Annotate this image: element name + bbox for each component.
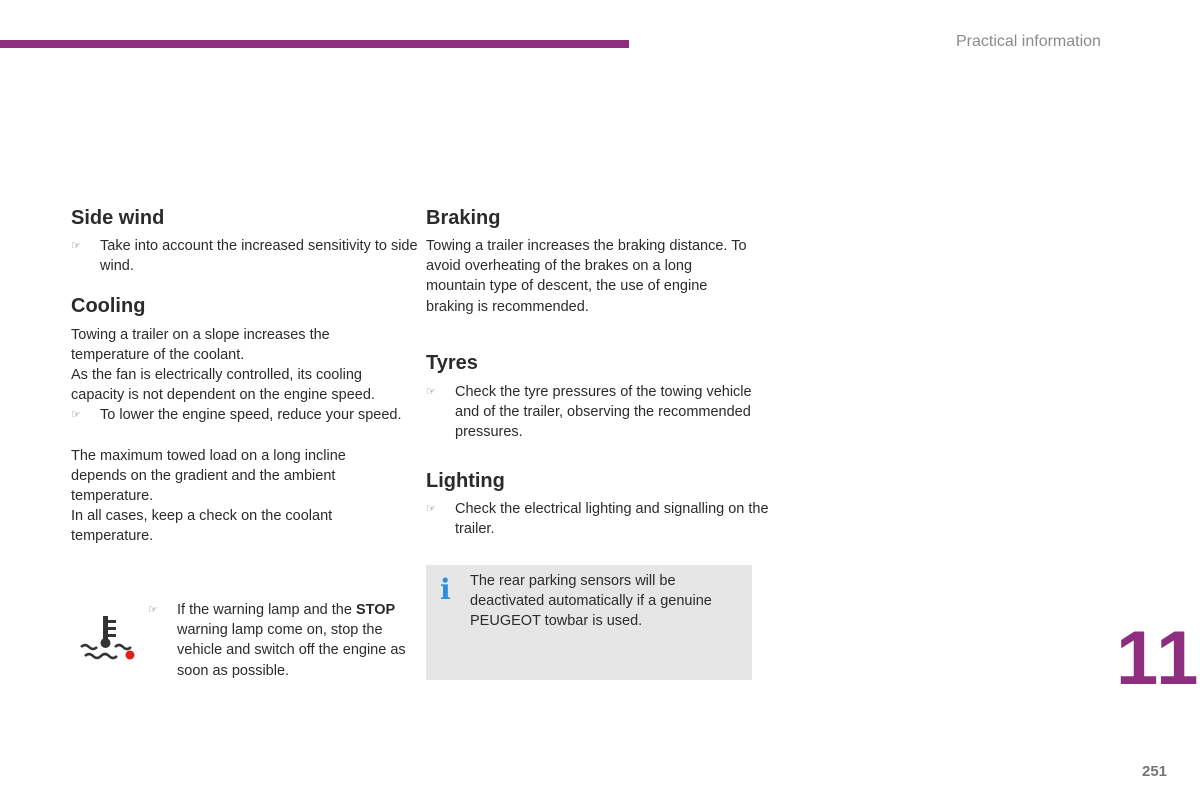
pointing-hand-icon: ☞: [71, 240, 81, 252]
cooling-warning-pre: If the warning lamp and the: [177, 602, 352, 618]
pointing-hand-icon: ☞: [426, 386, 436, 398]
pointing-hand-icon: ☞: [71, 409, 81, 421]
page-number: 251: [1142, 763, 1168, 780]
lighting-bullet-text: Check the electrical lighting and signalling on the trailer.: [455, 501, 769, 538]
info-icon: i: [440, 573, 451, 606]
cooling-bullet: [71, 405, 405, 425]
cooling-warning-stop: STOP: [355, 602, 396, 618]
cooling-warning-bullet: [148, 600, 427, 681]
info-box: [426, 565, 752, 680]
side-wind-bullet: [71, 236, 430, 276]
side-wind-bullet-text: Take into account the increased sensitivity to side wind.: [100, 238, 418, 275]
braking-heading: Braking: [426, 207, 501, 229]
cooling-paragraph-2: As the fan is electrically controlled, its cooling capacity is not dependent on the engine speed.: [71, 367, 375, 404]
cooling-paragraph-4: In all cases, keep a check on the coolant temperature.: [71, 508, 333, 545]
chapter-number: 11: [1116, 616, 1200, 701]
lighting-bullet: [426, 499, 777, 539]
lighting-heading: Lighting: [426, 470, 505, 492]
cooling-bullet-text: To lower the engine speed, reduce your speed.: [100, 407, 402, 423]
braking-paragraph: Towing a trailer increases the braking distance. To avoid overheating of the brakes on a long mountain type of descent, the use of engine braking is recommended.: [426, 238, 747, 315]
cooling-warning-post: warning lamp come on, stop the vehicle and switch off the engine as soon as possible.: [177, 622, 406, 679]
pointing-hand-icon: ☞: [148, 604, 158, 616]
tyres-bullet: [426, 382, 755, 443]
tyres-bullet-text: Check the tyre pressures of the towing vehicle and of the trailer, observing the recommended pressures.: [455, 384, 752, 441]
chapter-title: Practical information: [956, 33, 1101, 50]
side-wind-heading: Side wind: [71, 207, 165, 229]
cooling-heading: Cooling: [71, 295, 146, 317]
cooling-paragraph-3: The maximum towed load on a long incline depends on the gradient and the ambient temperature.: [71, 448, 346, 505]
info-box-text: The rear parking sensors will be deactivated automatically if a genuine PEUGEOT towbar is used.: [470, 573, 712, 630]
header-accent-bar: [0, 40, 629, 48]
cooling-paragraph-1: Towing a trailer on a slope increases the temperature of the coolant.: [71, 327, 330, 364]
tyres-heading: Tyres: [426, 352, 478, 374]
coolant-temperature-warning-icon: [78, 612, 136, 664]
pointing-hand-icon: ☞: [426, 503, 436, 515]
